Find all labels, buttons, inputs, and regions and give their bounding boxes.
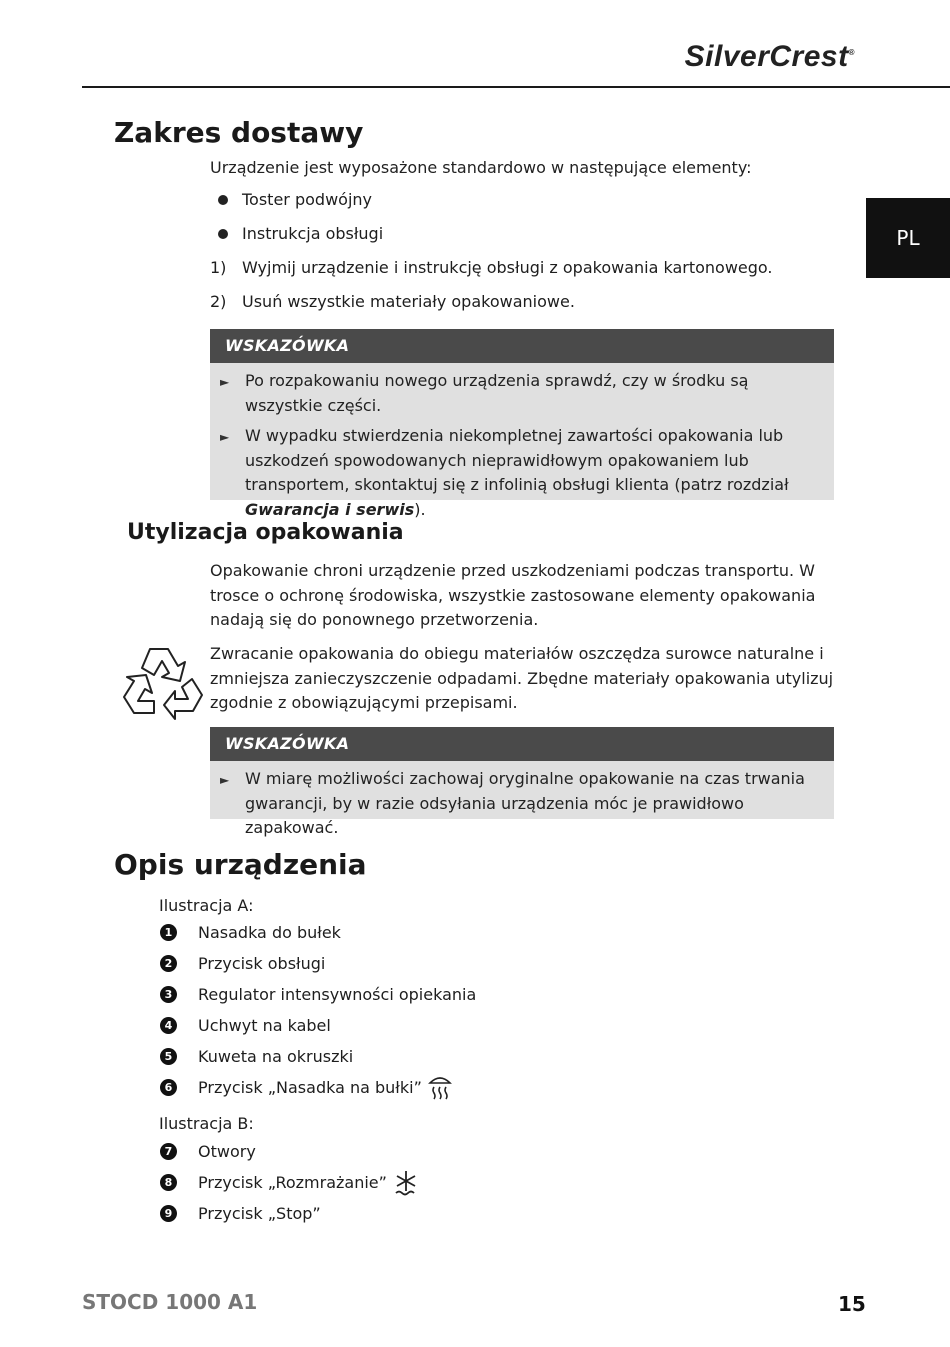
packaging-paragraph-2: Zwracanie opakowania do obiegu materiałów oszczędza surowce naturalne i zmniejsza zanieczyszczenie odpadami. Zbędne materiały opakowania utylizuj zgodnie z obowiązującymi przepisami. [210,644,834,712]
step-item: 2) Usuń wszystkie materiały opakowaniowe. [210,292,575,311]
figure-a-label: Ilustracja A: [159,896,254,915]
pointer-arrow-icon: ► [220,375,230,389]
note-item: ► W miarę możliwości zachowaj oryginalne opakowanie na czas trwania gwarancji, by w razie odsyłania urządzenia móc je prawidłowo zapakować. [220,767,826,841]
number-badge: 8 [160,1174,177,1191]
number-badge: 5 [160,1048,177,1065]
section-title-delivery: Zakres dostawy [114,116,364,149]
parts-list-a [160,917,476,1103]
chapter-reference: Gwarancja i serwis [245,499,415,519]
list-item: 4 Uchwyt na kabel [160,1010,476,1041]
step-item: 1) Wyjmij urządzenie i instrukcję obsługi z opakowania kartonowego. [210,258,773,277]
defrost-snowflake-icon [393,1169,419,1197]
footer-model: STOCD 1000 A1 [82,1290,258,1314]
note-item: ► W wypadku stwierdzenia niekompletnej zawartości opakowania lub uszkodzeń spowodowanych nieprawidłowym opakowaniem lub transportem, skontaktuj się z infolinią obsługi klienta (patrz rozdział Gwarancja i serwis). [220,424,826,522]
list-item: 2 Przycisk obsługi [160,948,476,979]
note-box-delivery [210,329,834,519]
number-badge: 2 [160,955,177,972]
note-heading: WSKAZÓWKA [210,329,834,363]
note-box-packaging [210,727,834,837]
list-item: 8 Przycisk „Rozmrażanie” [160,1167,419,1198]
recycling-icon [120,645,206,725]
delivery-intro: Urządzenie jest wyposażone standardowo w następujące elementy: [210,158,752,177]
pointer-arrow-icon: ► [220,430,230,444]
figure-b-label: Ilustracja B: [159,1114,254,1133]
list-item: 9 Przycisk „Stop” [160,1198,419,1229]
page-number: 15 [838,1292,866,1316]
section-title-device: Opis urządzenia [114,848,367,881]
list-item: Toster podwójny [210,190,372,209]
list-item: 3 Regulator intensywności opiekania [160,979,476,1010]
list-item: 1 Nasadka do bułek [160,917,476,948]
list-item: Instrukcja obsługi [210,224,383,243]
list-item: 5 Kuweta na okruszki [160,1041,476,1072]
number-badge: 6 [160,1079,177,1096]
note-item: ► Po rozpakowaniu nowego urządzenia sprawdź, czy w środku są wszystkie części. [220,369,826,418]
packaging-paragraph-1: Opakowanie chroni urządzenie przed uszkodzeniami podczas transportu. W trosce o ochronę środowiska, wszystkie zastosowane elementy opakowania nadają się do ponownego przetworzenia. [210,561,816,629]
number-badge: 1 [160,924,177,941]
number-badge: 4 [160,1017,177,1034]
list-item: 7 Otwory [160,1136,419,1167]
bun-warmer-icon [428,1073,452,1103]
parts-list-b [160,1136,419,1229]
number-badge: 3 [160,986,177,1003]
list-item: 6 Przycisk „Nasadka na bułki” [160,1072,476,1103]
language-tab: PL [866,198,950,278]
pointer-arrow-icon: ► [220,773,230,787]
section-title-packaging: Utylizacja opakowania [127,520,404,545]
note-heading: WSKAZÓWKA [210,727,834,761]
bullet-icon [218,229,228,239]
number-badge: 7 [160,1143,177,1160]
header-divider [82,86,950,88]
number-badge: 9 [160,1205,177,1222]
brand-logo: SilverCrest® [684,40,855,73]
bullet-icon [218,195,228,205]
